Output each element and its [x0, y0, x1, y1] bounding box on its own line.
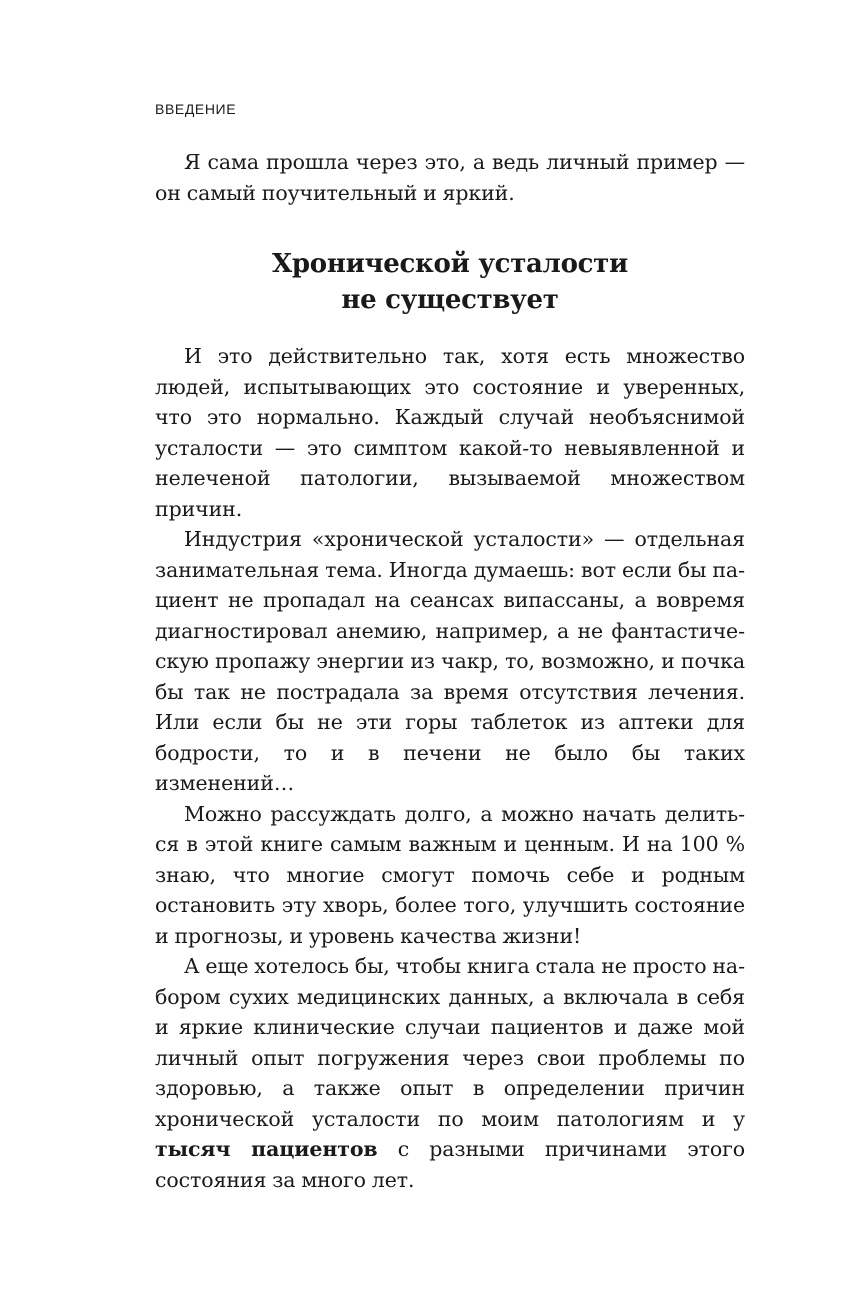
intro-text [155, 147, 745, 208]
emphasis-thousands-of-patients: тысяч пациентов [155, 1137, 378, 1161]
paragraph-1: И это действительно так, хотя есть множество людей, испытывающих это состояние и уверенных, что это нормально. Каждый случай необъяснимой усталости — это симптом какой-то невыявленной и нелеченой патологии, вызываемой множеством причин. [155, 344, 745, 521]
main-text [155, 341, 745, 1195]
intro-paragraph: Я сама прошла через это, а ведь личный пример — он самый поучительный и яркий. [155, 150, 745, 205]
paragraph-3: Можно рассуждать долго, а можно начать делиться в этой книге самым важным и ценным. И на 100 % знаю, что многие смогут помочь себе и родным остановить эту хворь, более того, улучшить состояние и прогнозы, и уровень качества жизни! [155, 801, 745, 948]
paragraph-4-text-start: А еще хотелось бы, чтобы книга стала не просто набором сухих медицинских данных, а включала в себя и яркие клинические случаи пациентов и даже мой личный опыт погружения через свои проблемы по здоровью, а также опыт в определении причин хронической усталости по моим патологиям и у [155, 954, 745, 1131]
paragraph-4-text-end: с разными причинами этого состояния за много лет. [155, 1137, 746, 1192]
running-head: ВВЕДЕНИЕ [155, 101, 237, 117]
section-heading-line-1: Хронической усталости [272, 249, 628, 279]
paragraph-4 [155, 951, 745, 1195]
paragraph-2: Индустрия «хронической усталости» — отдельная занимательная тема. Иногда думаешь: вот если бы пациент не пропадал на сеансах випассаны, а вовремя диагностировал анемию, например, а не фантастическую пропажу энергии из чакр, то, возможно, и почка бы так не пострадала за время отсутствия лечения. Или если бы не эти горы таблеток из аптеки для бодрости, то и в печени не было бы таких изменений… [155, 527, 745, 795]
section-heading-line-2: не существует [341, 285, 559, 315]
section-heading [155, 246, 745, 318]
